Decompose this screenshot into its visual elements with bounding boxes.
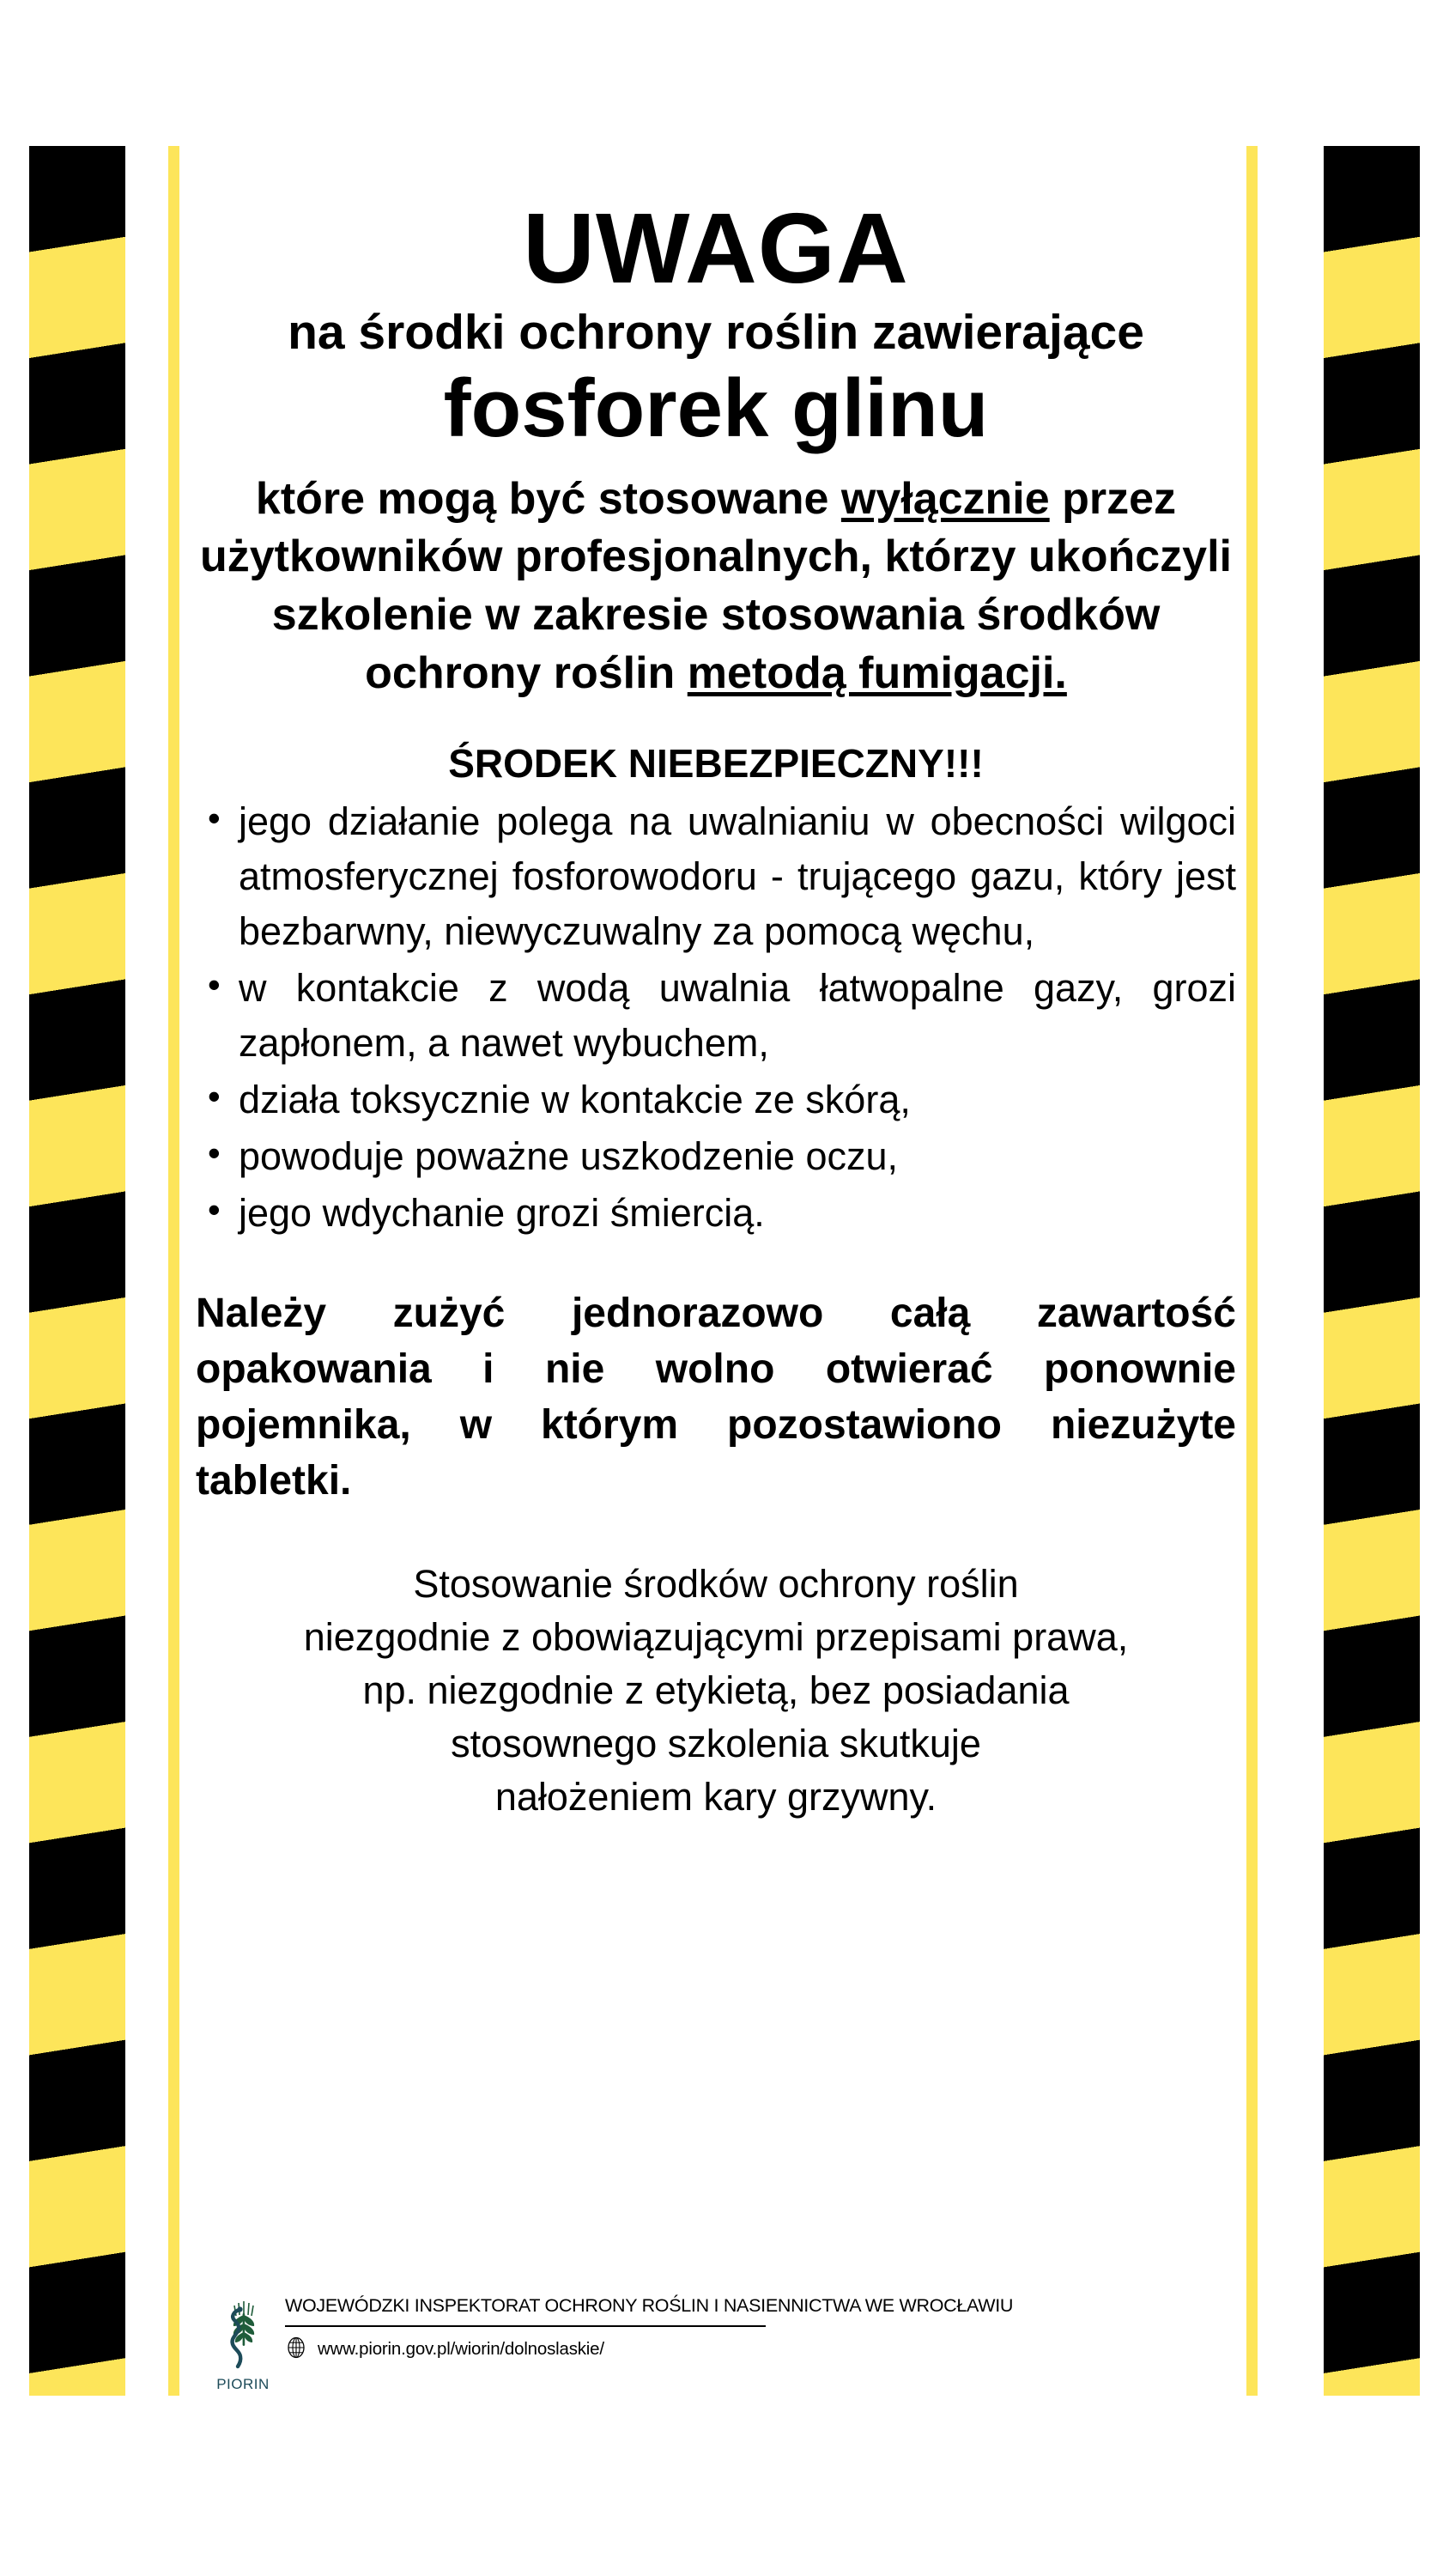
lead-underline-1: wyłącznie <box>840 473 1050 524</box>
closing-line-2: niezgodnie z obowiązującymi przepisami prawa, <box>303 1614 1129 1659</box>
yellow-rail-left <box>168 146 179 2396</box>
wheat-and-serpent-icon <box>216 2296 270 2375</box>
lead-part-1: które mogą być stosowane <box>255 473 841 524</box>
list-item: • jego działanie polega na uwalnianiu w obecności wilgoci atmosferycznej fosforowodoru - trującego gazu, który jest bezbarwny, niewyczuwalny za pomocą węchu, <box>196 794 1236 959</box>
hazard-stripe-pattern <box>29 146 125 2396</box>
hazard-stripe-right <box>1324 146 1420 2396</box>
globe-icon <box>285 2336 307 2363</box>
list-item: • działa toksycznie w kontakcie ze skórą, <box>196 1072 1236 1127</box>
hazard-stripe-left <box>29 146 125 2396</box>
footer-text-block <box>270 2286 1186 2363</box>
logo-wordmark: PIORIN <box>216 2376 270 2392</box>
organization-name: WOJEWÓDZKI INSPEKTORAT OCHRONY ROŚLIN I NASIENNICTWA WE WROCŁAWIU <box>285 2295 1014 2316</box>
hazard-stripe-pattern <box>1324 146 1420 2396</box>
usage-restriction-text <box>196 471 1236 702</box>
closing-line-4: stosownego szkolenia skutkuje <box>451 1721 981 1765</box>
hazard-list <box>196 794 1236 1240</box>
yellow-rail-right <box>1246 146 1258 2396</box>
footer-divider <box>285 2325 766 2327</box>
substance-name: fosforek glinu <box>443 362 989 455</box>
footer <box>216 2286 1186 2393</box>
poster-content <box>196 192 1236 1824</box>
legal-consequences-text <box>196 1558 1236 1824</box>
lead-underline-2: metodą fumigacji. <box>687 647 1067 698</box>
poster-subtitle: na środki ochrony roślin zawierające <box>288 305 1144 361</box>
website-row <box>285 2336 1186 2363</box>
page-title: UWAGA <box>523 192 909 304</box>
piorin-logo <box>216 2296 270 2393</box>
closing-line-1: Stosowanie środków ochrony roślin <box>413 1561 1019 1606</box>
list-item: • powoduje poważne uszkodzenie oczu, <box>196 1129 1236 1184</box>
website-url[interactable]: www.piorin.gov.pl/wiorin/dolnoslaskie/ <box>318 2339 604 2360</box>
closing-line-3: np. niezgodnie z etykietą, bez posiadania <box>362 1668 1070 1712</box>
danger-heading: ŚRODEK NIEBEZPIECZNY!!! <box>448 741 984 787</box>
single-use-notice: Należy zużyć jednorazowo całą zawartość opakowania i nie wolno otwierać ponownie pojemnika, w którym pozostawiono niezużyte tabletki. <box>196 1290 1236 1504</box>
closing-line-5: nałożeniem kary grzywny. <box>494 1774 937 1819</box>
lead-part-2: przez użytkowników profesjonalnych, którzy ukończyli szkolenie w zakresie stosowania środków ochrony roślin <box>200 473 1232 698</box>
list-item: • jego wdychanie grozi śmiercią. <box>196 1186 1236 1241</box>
list-item: • w kontakcie z wodą uwalnia łatwopalne gazy, grozi zapłonem, a nawet wybuchem, <box>196 961 1236 1071</box>
